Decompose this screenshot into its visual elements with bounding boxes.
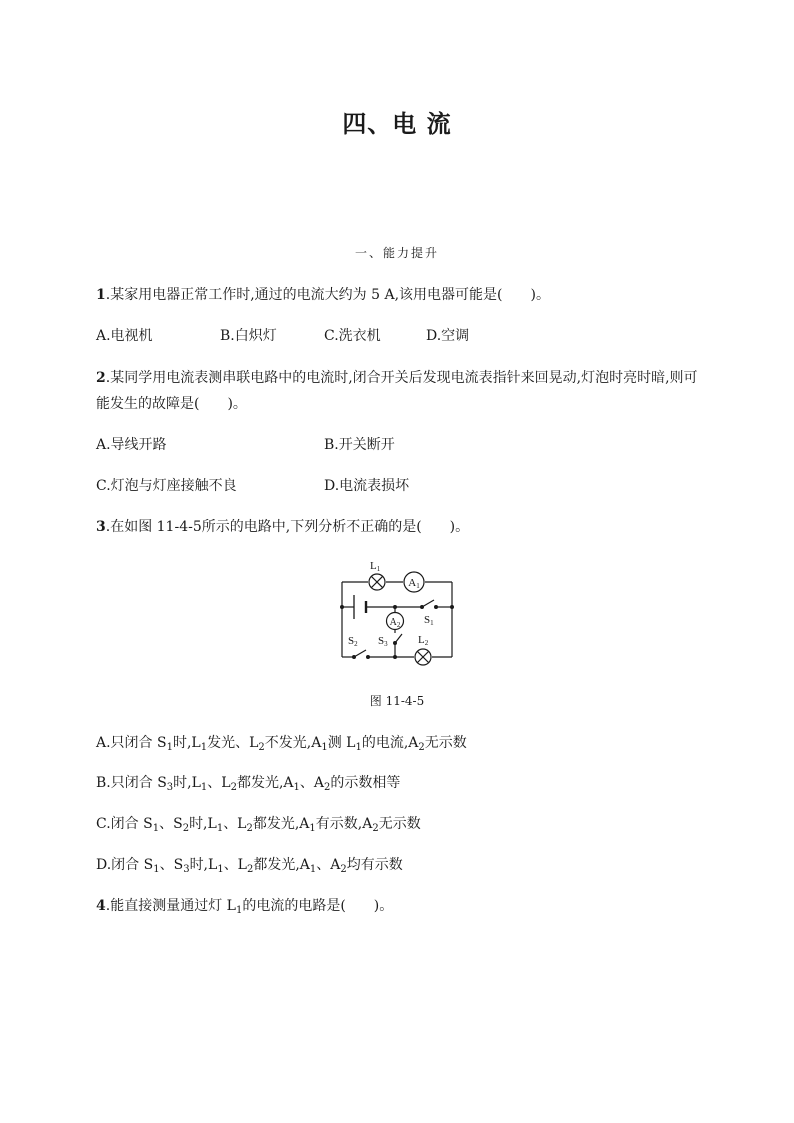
section-heading: 一、能力提升 (354, 246, 439, 260)
switch-terminal (434, 605, 438, 609)
ammeter-a2-label: $A_2$ (389, 617, 401, 629)
question-3-stem (96, 517, 706, 537)
q3-option-d: D.闭合 $S_1$、$S_3$时$,L_1$、$L_2$都发光$,A_1$、$A_2$均有示数 (96, 857, 403, 875)
question-2-stem-cont: 能发生的故障是( )。 (96, 396, 247, 412)
question-number: 2 (96, 370, 106, 386)
switch-terminal (393, 641, 397, 645)
label-l1: L1 (370, 560, 381, 573)
junction-dot (340, 605, 344, 609)
question-2-stem (96, 368, 706, 388)
switch-terminal (352, 655, 356, 659)
label-l2: L2 (418, 634, 429, 647)
q2-option-b: B.开关断开 (324, 437, 395, 453)
question-number: 3 (96, 519, 106, 535)
ammeter-a1-label: A1 (408, 577, 420, 590)
switch-s1-blade (422, 600, 434, 607)
q1-option-b: B.白炽灯 (220, 328, 277, 344)
question-text: .在如图 11-4-5所示的电路中,下列分析不正确的是( )。 (105, 519, 470, 535)
question-1-stem (96, 285, 706, 305)
lamp-l1 (369, 574, 385, 590)
question-number: 4 (96, 898, 106, 914)
question-number: 1 (96, 287, 106, 303)
q1-option-a: A.电视机 (96, 328, 153, 344)
switch-s2-blade (354, 650, 366, 657)
q2-option-a: A.导线开路 (96, 437, 167, 453)
page-title: 四、电 流 (342, 110, 452, 138)
junction-dot (393, 605, 397, 609)
q3-option-a: A.只闭合 $S_1$时$,L_1$发光、$L_2$不发光$,A_1$测 $L_1$的电流$,A_2$无示数 (96, 735, 467, 753)
switch-terminal (420, 605, 424, 609)
circuit-diagram (330, 555, 465, 670)
junction-dot (450, 605, 454, 609)
q2-option-c: C.灯泡与灯座接触不良 (96, 478, 237, 494)
question-4-stem: 4.能直接测量通过灯 $L_1$的电流的电路是( )。 (96, 898, 394, 916)
label-s3: S3 (378, 635, 388, 648)
q3-option-b: B.只闭合 $S_3$时$,L_1$、$L_2$都发光$,A_1$、$A_2$的示数相等 (96, 775, 401, 793)
figure-caption: 图 11-4-5 (369, 694, 425, 708)
junction-dot (393, 655, 397, 659)
lamp-l2 (415, 649, 431, 665)
question-text: .某同学用电流表测串联电路中的电流时,闭合开关后发现电流表指针来回晃动,灯泡时亮时暗,则可 (105, 370, 698, 386)
q1-option-c: C.洗衣机 (324, 328, 381, 344)
q3-option-c: C.闭合 $S_1$、$S_2$时$,L_1$、$L_2$都发光$,A_1$有示数$,A_2$无示数 (96, 816, 421, 834)
question-text: .某家用电器正常工作时,通过的电流大约为 5 A,该用电器可能是( )。 (105, 287, 550, 303)
q1-option-d: D.空调 (426, 328, 470, 344)
switch-terminal (366, 655, 370, 659)
label-s2: S2 (348, 635, 358, 648)
q2-option-d: D.电流表损坏 (324, 478, 410, 494)
label-s1: S1 (424, 614, 434, 627)
